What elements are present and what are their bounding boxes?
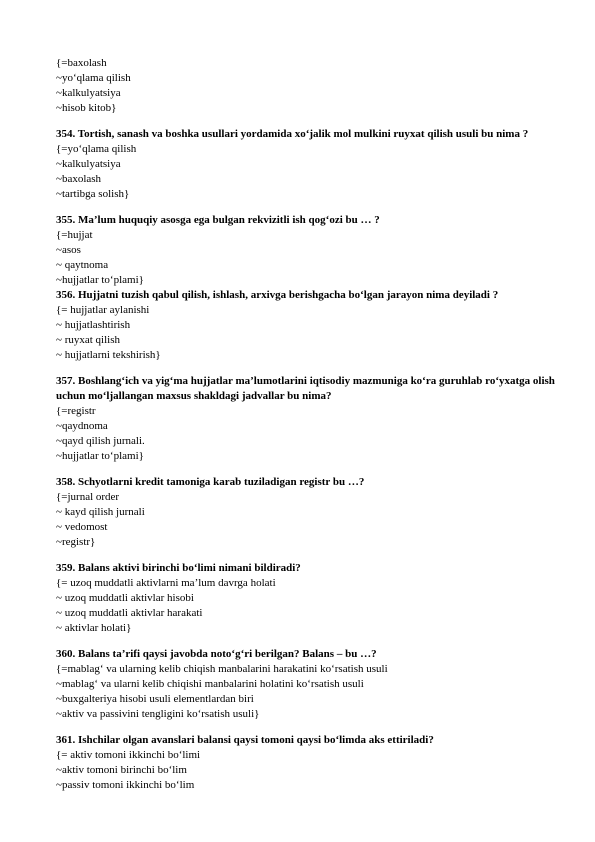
answer-option: ~ qaytnoma xyxy=(56,259,109,271)
block-spacer xyxy=(56,464,556,475)
question-text: 359. Balans aktivi birinchi bo‘limi nimani bildiradi? xyxy=(56,562,301,574)
correct-answer: {=mablag‘ va ularning kelib chiqish manbalarini harakatini ko‘rsatish usuli xyxy=(56,663,388,675)
question-text: 355. Ma’lum huquqiy asosga ega bulgan rekvizitli ish qog‘ozi bu … ? xyxy=(56,214,380,226)
answer-option: ~ kayd qilish jurnali xyxy=(56,506,145,518)
answer-option: ~hujjatlar to‘plami} xyxy=(56,274,144,286)
question-text: 356. Hujjatni tuzish qabul qilish, ishlash, arxivga berishgacha bo‘lgan jarayon nima deyiladi ? xyxy=(56,289,499,301)
answer-option: ~ vedomost xyxy=(56,521,108,533)
answer-option: ~qaydnoma xyxy=(56,420,108,432)
correct-answer: {=baxolash xyxy=(56,57,107,69)
correct-answer: {=jurnal order xyxy=(56,491,120,503)
question-text: 357. Boshlang‘ich va yig‘ma hujjatlar ma’lumotlarini iqtisodiy mazmuniga ko‘ra guruhlab ro‘yxatga olish uchun mo‘ljallangan maxsus shakldagi jadvallar bu nima? xyxy=(56,375,555,402)
answer-option: ~aktiv va passivini tengligini ko‘rsatish usuli} xyxy=(56,708,260,720)
block-spacer xyxy=(56,202,556,213)
answer-option: ~mablag‘ va ularni kelib chiqishi manbalarini holatini ko‘rsatish usuli xyxy=(56,678,364,690)
answer-option: ~hisob kitob} xyxy=(56,102,117,114)
block-spacer xyxy=(56,363,556,374)
answer-option: ~buxgalteriya hisobi usuli elementlardan biri xyxy=(56,693,254,705)
question-text: 354. Tortish, sanash va boshka usullari yordamida xo‘jalik mol mulkini ruyxat qilish usuli bu nima ? xyxy=(56,128,529,140)
answer-option: ~ uzoq muddatli aktivlar harakati xyxy=(56,607,203,619)
answer-option: ~hujjatlar to‘plami} xyxy=(56,450,144,462)
answer-option: ~baxolash xyxy=(56,173,102,185)
block-spacer xyxy=(56,116,556,127)
answer-option: ~tartibga solish} xyxy=(56,188,130,200)
answer-option: ~passiv tomoni ikkinchi bo‘lim xyxy=(56,779,195,791)
document-page xyxy=(56,56,556,793)
answer-option: ~registr} xyxy=(56,536,96,548)
correct-answer: {= hujjatlar aylanishi xyxy=(56,304,150,316)
answer-option: ~ hujjatlarni tekshirish} xyxy=(56,349,161,361)
answer-option: ~ ruyxat qilish xyxy=(56,334,121,346)
answer-option: ~kalkulyatsiya xyxy=(56,158,121,170)
answer-option: ~asos xyxy=(56,244,81,256)
answer-option: ~aktiv tomoni birinchi bo‘lim xyxy=(56,764,187,776)
question-text: 360. Balans ta’rifi qaysi javobda noto‘g‘ri berilgan? Balans – bu …? xyxy=(56,648,377,660)
answer-option: ~yo‘qlama qilish xyxy=(56,72,131,84)
block-spacer xyxy=(56,550,556,561)
answer-option: ~qayd qilish jurnali. xyxy=(56,435,145,447)
block-spacer xyxy=(56,722,556,733)
correct-answer: {= aktiv tomoni ikkinchi bo‘limi xyxy=(56,749,201,761)
correct-answer: {=hujjat xyxy=(56,229,93,241)
question-text: 358. Schyotlarni kredit tamoniga karab tuziladigan registr bu …? xyxy=(56,476,365,488)
correct-answer: {=yo‘qlama qilish xyxy=(56,143,137,155)
correct-answer: {=registr xyxy=(56,405,96,417)
answer-option: ~kalkulyatsiya xyxy=(56,87,121,99)
question-text: 361. Ishchilar olgan avanslari balansi qaysi tomoni qaysi bo‘limda aks ettiriladi? xyxy=(56,734,434,746)
answer-option: ~ aktivlar holati} xyxy=(56,622,132,634)
block-spacer xyxy=(56,636,556,647)
answer-option: ~ hujjatlashtirish xyxy=(56,319,131,331)
answer-option: ~ uzoq muddatli aktivlar hisobi xyxy=(56,592,194,604)
correct-answer: {= uzoq muddatli aktivlarni ma’lum davrga holati xyxy=(56,577,276,589)
